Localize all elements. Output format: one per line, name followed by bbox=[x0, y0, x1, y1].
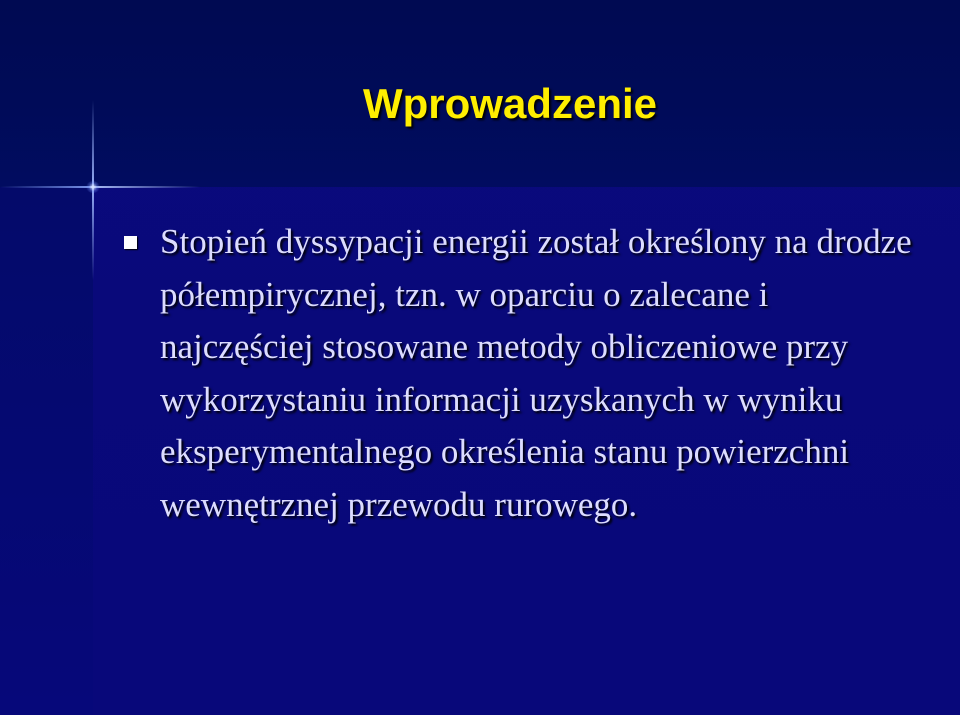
light-flare-horizontal bbox=[0, 186, 200, 188]
bullet-text: Stopień dyssypacji energii został określony na drodze półempirycznej, tzn. w oparciu o zalecane i najczęściej stosowane metody obliczeniowe przy wykorzystaniu informacji uzyskanych w wyniku eksperymentalnego określenia stanu powierzchni wewnętrznej przewodu rurowego. bbox=[160, 222, 912, 524]
light-flare-core bbox=[86, 181, 100, 193]
left-band bbox=[0, 187, 93, 715]
square-bullet-icon bbox=[124, 236, 137, 249]
slide-title: Wprowadzenie bbox=[362, 80, 658, 127]
